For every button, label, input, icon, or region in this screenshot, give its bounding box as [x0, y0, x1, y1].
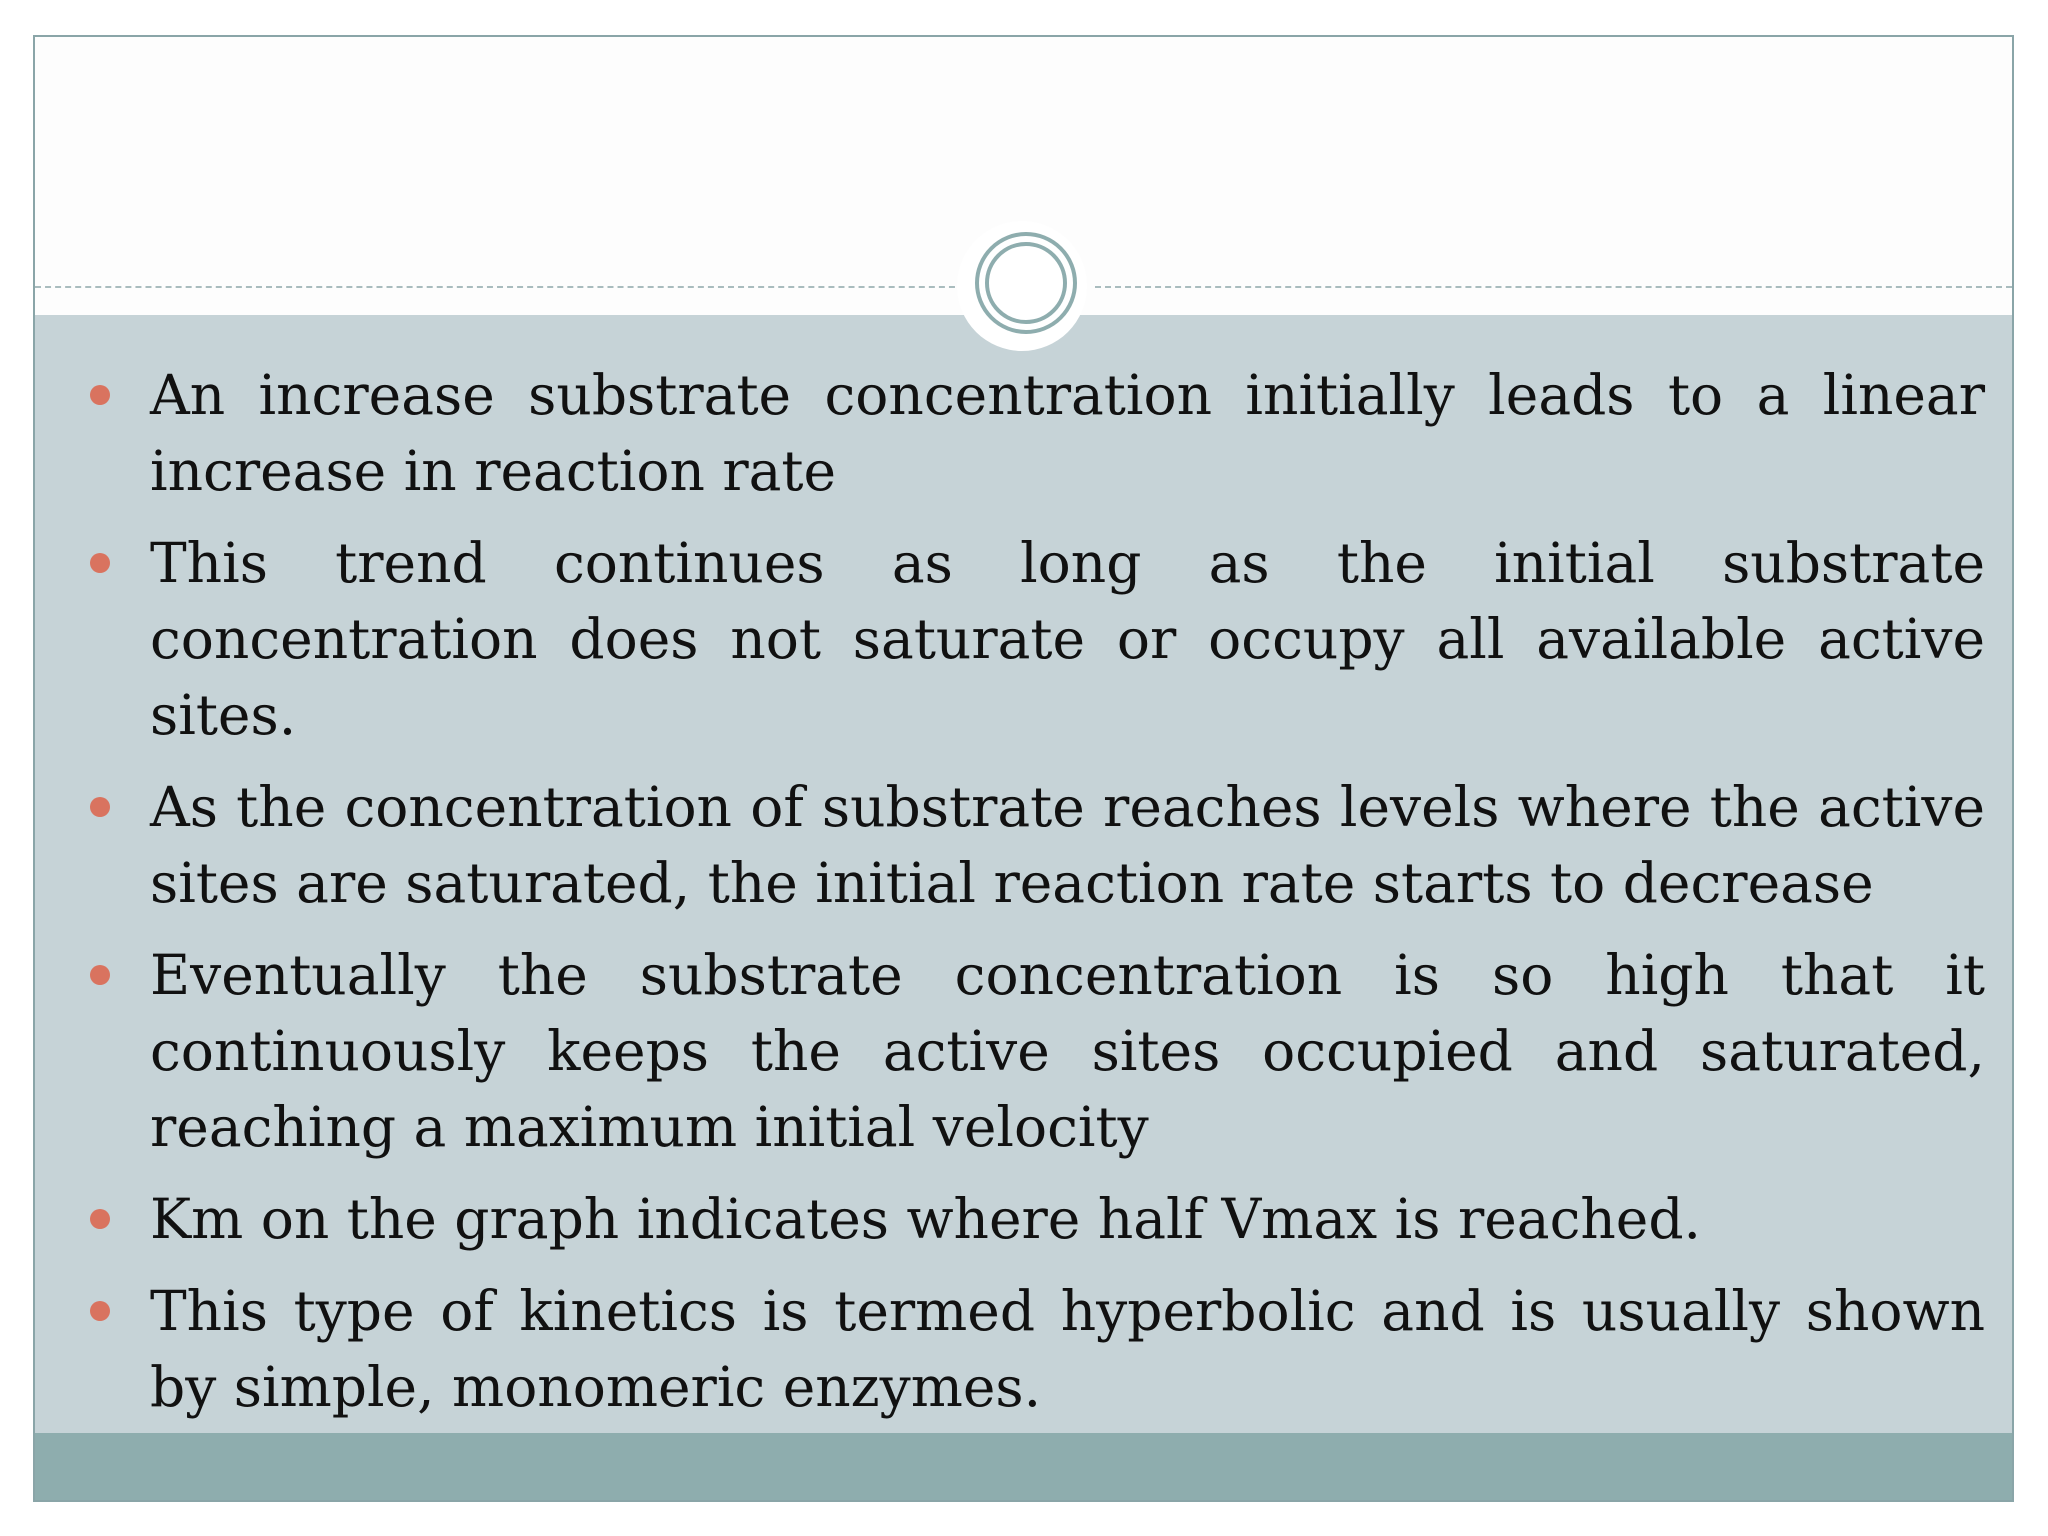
- header-divider-left: [35, 286, 965, 288]
- header-divider-right: [1095, 286, 2012, 288]
- bullet-item: [150, 357, 1985, 509]
- bullet-item: [150, 525, 1985, 753]
- bullet-text: As the concentration of substrate reaches levels where the active sites are saturated, the initial reaction rate starts to decrease: [150, 775, 1985, 915]
- bullet-dot-icon: [90, 385, 110, 405]
- bullet-item: [150, 937, 1985, 1165]
- bullet-item: [150, 1181, 1985, 1257]
- bullet-dot-icon: [90, 553, 110, 573]
- footer-band: [35, 1433, 2012, 1502]
- bullet-item: [150, 1273, 1985, 1425]
- bullet-text: Km on the graph indicates where half Vmax is reached.: [150, 1187, 1702, 1251]
- bullet-text: Eventually the substrate concentration is so high that it continuously keeps the active sites occupied and saturated, reaching a maximum initial velocity: [150, 943, 1985, 1159]
- bullet-dot-icon: [90, 1301, 110, 1321]
- bullet-dot-icon: [90, 1209, 110, 1229]
- bullet-dot-icon: [90, 797, 110, 817]
- slide: [33, 35, 2014, 1502]
- bullet-text: This trend continues as long as the initial substrate concentration does not saturate or occupy all available active sites.: [150, 531, 1985, 747]
- bullet-dot-icon: [90, 965, 110, 985]
- decorative-ring-inner-icon: [985, 242, 1067, 324]
- bullet-text: This type of kinetics is termed hyperbolic and is usually shown by simple, monomeric enzymes.: [150, 1279, 1985, 1419]
- bullet-list: [150, 357, 1985, 1441]
- bullet-item: [150, 769, 1985, 921]
- bullet-text: An increase substrate concentration initially leads to a linear increase in reaction rate: [150, 363, 1985, 503]
